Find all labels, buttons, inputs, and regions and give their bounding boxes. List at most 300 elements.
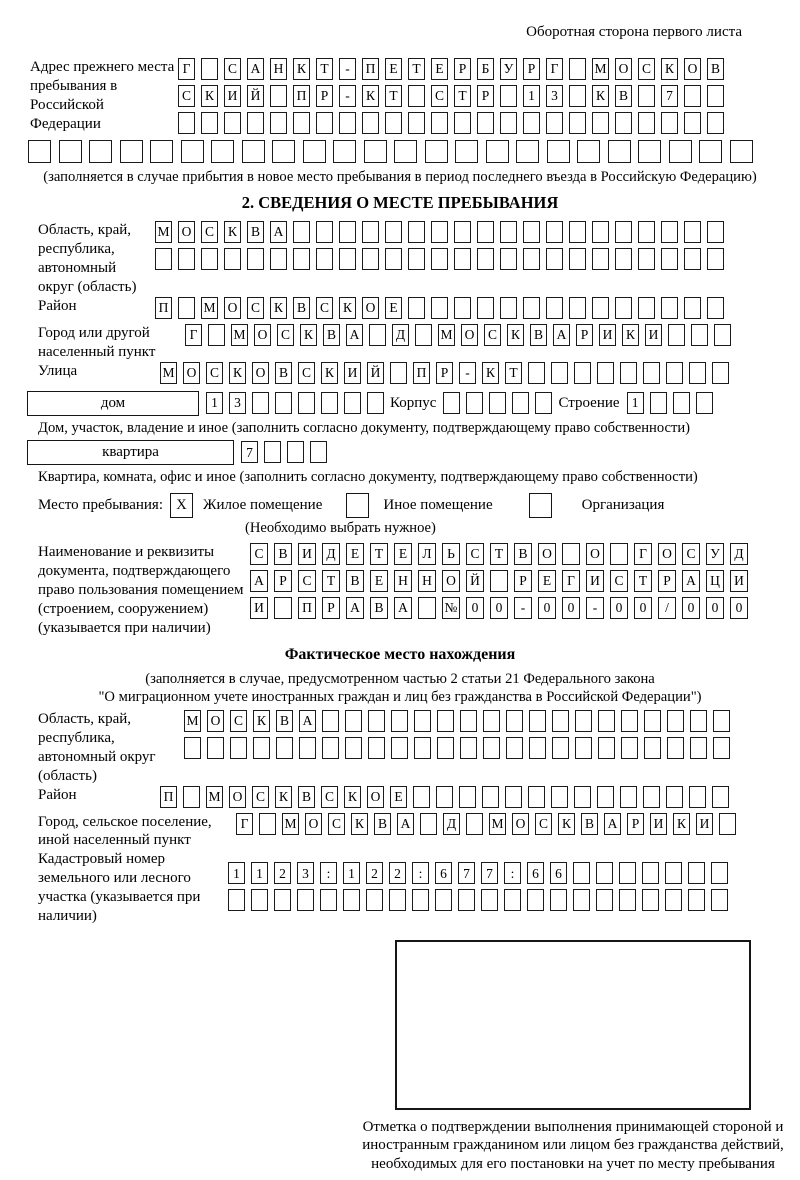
char-cell bbox=[669, 140, 692, 163]
char-cell bbox=[414, 710, 431, 732]
char-cell bbox=[368, 737, 385, 759]
char-cell: О bbox=[178, 221, 195, 243]
char-cell bbox=[550, 889, 567, 911]
char-cell: 6 bbox=[435, 862, 452, 884]
char-cell bbox=[569, 112, 586, 134]
char-cell bbox=[412, 889, 429, 911]
char-cell: О bbox=[229, 786, 246, 808]
char-cell: 7 bbox=[481, 862, 498, 884]
char-cell bbox=[699, 140, 722, 163]
char-cell: Р bbox=[627, 813, 644, 835]
char-cell bbox=[466, 392, 483, 414]
char-cell bbox=[707, 248, 724, 270]
char-cell: 0 bbox=[706, 597, 724, 619]
char-cell bbox=[316, 112, 333, 134]
char-cell: У bbox=[500, 58, 517, 80]
char-cell bbox=[598, 737, 615, 759]
charbox-row bbox=[178, 85, 724, 107]
char-cell bbox=[460, 737, 477, 759]
char-cell bbox=[529, 737, 546, 759]
char-cell bbox=[644, 710, 661, 732]
char-cell: С bbox=[466, 543, 484, 565]
district-label: Район bbox=[38, 297, 77, 314]
char-cell: С bbox=[535, 813, 552, 835]
char-cell: А bbox=[604, 813, 621, 835]
char-cell: И bbox=[250, 597, 268, 619]
char-cell: А bbox=[299, 710, 316, 732]
char-cell: С bbox=[277, 324, 294, 346]
char-cell: О bbox=[252, 362, 269, 384]
char-cell bbox=[575, 710, 592, 732]
char-cell: П bbox=[293, 85, 310, 107]
char-cell bbox=[489, 392, 506, 414]
char-cell bbox=[390, 362, 407, 384]
stamp-caption: Отметка о подтверждении выполнения принимающей стороной и иностранным гражданином или лицом без гражданства действий, необходимых для его постановки на учет по месту пребывания bbox=[362, 1118, 784, 1173]
char-cell bbox=[362, 221, 379, 243]
region-rows bbox=[155, 221, 724, 275]
char-cell bbox=[321, 392, 338, 414]
char-cell bbox=[435, 889, 452, 911]
char-cell: В bbox=[514, 543, 532, 565]
char-cell: Е bbox=[385, 297, 402, 319]
char-cell bbox=[322, 737, 339, 759]
char-cell bbox=[642, 889, 659, 911]
char-cell bbox=[201, 248, 218, 270]
char-cell bbox=[477, 221, 494, 243]
char-cell bbox=[551, 362, 568, 384]
char-cell bbox=[420, 813, 437, 835]
char-cell: В bbox=[370, 597, 388, 619]
char-cell bbox=[546, 248, 563, 270]
char-cell bbox=[608, 140, 631, 163]
char-cell bbox=[569, 248, 586, 270]
char-cell: Г bbox=[562, 570, 580, 592]
char-cell: К bbox=[201, 85, 218, 107]
char-cell bbox=[610, 543, 628, 565]
char-cell bbox=[707, 297, 724, 319]
char-cell: Д bbox=[322, 543, 340, 565]
actual-city-field bbox=[38, 813, 800, 851]
char-cell: Е bbox=[370, 570, 388, 592]
actual-district-field bbox=[38, 786, 800, 813]
char-cell: Р bbox=[454, 58, 471, 80]
checkbox-other-premise bbox=[346, 493, 369, 518]
char-cell bbox=[224, 112, 241, 134]
char-cell bbox=[696, 392, 713, 414]
char-cell: Р bbox=[322, 597, 340, 619]
char-cell bbox=[500, 297, 517, 319]
char-cell bbox=[643, 786, 660, 808]
char-cell bbox=[592, 221, 609, 243]
char-cell: К bbox=[339, 297, 356, 319]
char-cell: М bbox=[184, 710, 201, 732]
char-cell: 0 bbox=[466, 597, 484, 619]
char-cell: К bbox=[661, 58, 678, 80]
char-cell: В bbox=[276, 710, 293, 732]
char-cell: В bbox=[615, 85, 632, 107]
char-cell: И bbox=[586, 570, 604, 592]
char-cell bbox=[665, 862, 682, 884]
char-cell bbox=[684, 248, 701, 270]
char-cell bbox=[665, 889, 682, 911]
char-cell bbox=[615, 297, 632, 319]
char-cell: 1 bbox=[228, 862, 245, 884]
char-cell bbox=[684, 221, 701, 243]
char-cell bbox=[573, 889, 590, 911]
char-cell: А bbox=[270, 221, 287, 243]
char-cell: В bbox=[323, 324, 340, 346]
char-cell bbox=[310, 441, 327, 463]
char-cell: С bbox=[298, 362, 315, 384]
char-cell: О bbox=[684, 58, 701, 80]
char-cell: И bbox=[645, 324, 662, 346]
char-cell: Т bbox=[322, 570, 340, 592]
char-cell bbox=[552, 710, 569, 732]
actual-city-label: Город, сельское поселение, иной населенный пункт bbox=[38, 813, 212, 849]
char-cell bbox=[385, 112, 402, 134]
char-cell bbox=[500, 112, 517, 134]
char-cell: - bbox=[514, 597, 532, 619]
char-cell: 1 bbox=[206, 392, 223, 414]
char-cell: 7 bbox=[241, 441, 258, 463]
char-cell bbox=[620, 362, 637, 384]
char-cell bbox=[569, 85, 586, 107]
char-cell bbox=[596, 862, 613, 884]
char-cell bbox=[297, 889, 314, 911]
char-cell: - bbox=[459, 362, 476, 384]
char-cell bbox=[684, 85, 701, 107]
char-cell: М bbox=[489, 813, 506, 835]
char-cell: А bbox=[394, 597, 412, 619]
char-cell: Е bbox=[538, 570, 556, 592]
actual-location-note-2: "О миграционном учете иностранных граждан и лиц без гражданства в Российской Федерации") bbox=[98, 688, 702, 705]
char-cell: В bbox=[530, 324, 547, 346]
char-cell bbox=[546, 221, 563, 243]
char-cell: И bbox=[224, 85, 241, 107]
char-cell: С bbox=[431, 85, 448, 107]
char-cell bbox=[569, 297, 586, 319]
char-cell bbox=[228, 889, 245, 911]
char-cell bbox=[668, 324, 685, 346]
char-cell: С bbox=[247, 297, 264, 319]
char-cell bbox=[28, 140, 51, 163]
char-cell: О bbox=[362, 297, 379, 319]
char-cell: Р bbox=[658, 570, 676, 592]
char-cell: И bbox=[730, 570, 748, 592]
char-cell: В bbox=[275, 362, 292, 384]
char-cell: О bbox=[512, 813, 529, 835]
char-cell bbox=[459, 786, 476, 808]
char-cell: В bbox=[707, 58, 724, 80]
char-cell bbox=[547, 140, 570, 163]
actual-district-label: Район bbox=[38, 786, 77, 803]
char-cell bbox=[247, 248, 264, 270]
char-cell bbox=[287, 441, 304, 463]
char-cell: : bbox=[412, 862, 429, 884]
char-cell: С bbox=[610, 570, 628, 592]
char-cell: Й bbox=[367, 362, 384, 384]
char-cell bbox=[643, 362, 660, 384]
char-cell bbox=[483, 710, 500, 732]
stay-type-row bbox=[38, 493, 800, 518]
char-cell bbox=[575, 737, 592, 759]
char-cell: Ц bbox=[706, 570, 724, 592]
char-cell bbox=[684, 297, 701, 319]
prev-address-rows bbox=[178, 58, 724, 139]
char-cell bbox=[528, 786, 545, 808]
char-cell bbox=[596, 889, 613, 911]
char-cell: 0 bbox=[634, 597, 652, 619]
char-cell bbox=[650, 392, 667, 414]
char-cell bbox=[713, 737, 730, 759]
char-cell bbox=[638, 221, 655, 243]
char-cell bbox=[391, 710, 408, 732]
char-cell bbox=[316, 221, 333, 243]
option-other-premise-label: Иное помещение bbox=[383, 497, 493, 514]
char-cell bbox=[316, 248, 333, 270]
charbox-row bbox=[443, 392, 552, 414]
char-cell bbox=[345, 737, 362, 759]
stamp-box bbox=[395, 940, 751, 1110]
char-cell bbox=[333, 140, 356, 163]
char-cell: С bbox=[178, 85, 195, 107]
char-cell bbox=[178, 248, 195, 270]
char-cell bbox=[481, 889, 498, 911]
char-cell bbox=[89, 140, 112, 163]
char-cell: В bbox=[374, 813, 391, 835]
apartment-row bbox=[27, 440, 800, 465]
char-cell: С bbox=[250, 543, 268, 565]
charbox-row bbox=[160, 362, 729, 384]
char-cell bbox=[178, 297, 195, 319]
char-cell: 0 bbox=[562, 597, 580, 619]
char-cell bbox=[274, 597, 292, 619]
char-cell bbox=[707, 221, 724, 243]
char-cell bbox=[712, 786, 729, 808]
char-cell: П bbox=[298, 597, 316, 619]
char-cell: 1 bbox=[343, 862, 360, 884]
char-cell: О bbox=[615, 58, 632, 80]
char-cell bbox=[711, 889, 728, 911]
char-cell bbox=[642, 862, 659, 884]
char-cell bbox=[562, 543, 580, 565]
char-cell: С bbox=[316, 297, 333, 319]
char-cell bbox=[270, 112, 287, 134]
actual-location-title: Фактическое место нахождения bbox=[284, 645, 516, 663]
char-cell: К bbox=[229, 362, 246, 384]
char-cell: И bbox=[344, 362, 361, 384]
char-cell: Т bbox=[370, 543, 388, 565]
char-cell: Р bbox=[514, 570, 532, 592]
char-cell: - bbox=[339, 85, 356, 107]
charbox-row bbox=[155, 297, 724, 319]
char-cell bbox=[477, 112, 494, 134]
char-cell bbox=[615, 112, 632, 134]
document-field bbox=[38, 543, 800, 637]
char-cell bbox=[181, 140, 204, 163]
char-cell bbox=[523, 221, 540, 243]
char-cell bbox=[385, 221, 402, 243]
house-row bbox=[27, 391, 800, 416]
char-cell: 2 bbox=[389, 862, 406, 884]
char-cell bbox=[523, 297, 540, 319]
char-cell: 0 bbox=[610, 597, 628, 619]
char-cell: П bbox=[155, 297, 172, 319]
char-cell: К bbox=[362, 85, 379, 107]
char-cell bbox=[730, 140, 753, 163]
char-cell: Н bbox=[270, 58, 287, 80]
char-cell: А bbox=[346, 324, 363, 346]
char-cell bbox=[546, 112, 563, 134]
char-cell bbox=[712, 362, 729, 384]
char-cell: О bbox=[207, 710, 224, 732]
char-cell bbox=[505, 786, 522, 808]
char-cell bbox=[408, 85, 425, 107]
char-cell: Т bbox=[385, 85, 402, 107]
char-cell bbox=[299, 737, 316, 759]
korpus-label: Корпус bbox=[390, 394, 437, 411]
char-cell bbox=[551, 786, 568, 808]
actual-location-note-1: (заполняется в случае, предусмотренном частью 2 статьи 21 Федерального закона bbox=[145, 670, 655, 687]
page-side-note: Оборотная сторона первого листа bbox=[526, 24, 742, 40]
char-cell: О bbox=[442, 570, 460, 592]
char-cell: В bbox=[298, 786, 315, 808]
char-cell bbox=[247, 112, 264, 134]
char-cell bbox=[454, 297, 471, 319]
char-cell bbox=[661, 248, 678, 270]
char-cell: 3 bbox=[229, 392, 246, 414]
char-cell bbox=[437, 737, 454, 759]
char-cell bbox=[242, 140, 265, 163]
char-cell bbox=[661, 221, 678, 243]
char-cell bbox=[339, 248, 356, 270]
char-cell bbox=[689, 362, 706, 384]
char-cell bbox=[711, 862, 728, 884]
char-cell bbox=[482, 786, 499, 808]
char-cell: 3 bbox=[546, 85, 563, 107]
char-cell bbox=[276, 737, 293, 759]
char-cell bbox=[408, 221, 425, 243]
char-cell bbox=[597, 786, 614, 808]
char-cell: 0 bbox=[538, 597, 556, 619]
char-cell: К bbox=[507, 324, 524, 346]
char-cell bbox=[529, 710, 546, 732]
char-cell: 1 bbox=[523, 85, 540, 107]
char-cell bbox=[366, 889, 383, 911]
char-cell: В bbox=[581, 813, 598, 835]
char-cell bbox=[569, 58, 586, 80]
char-cell bbox=[293, 221, 310, 243]
char-cell: К bbox=[270, 297, 287, 319]
char-cell bbox=[120, 140, 143, 163]
char-cell: К bbox=[253, 710, 270, 732]
char-cell: К bbox=[622, 324, 639, 346]
char-cell bbox=[535, 392, 552, 414]
char-cell: К bbox=[558, 813, 575, 835]
char-cell: Л bbox=[418, 543, 436, 565]
char-cell bbox=[59, 140, 82, 163]
char-cell bbox=[689, 786, 706, 808]
char-cell: Р bbox=[436, 362, 453, 384]
city-label: Город или другой населенный пункт bbox=[38, 324, 156, 360]
char-cell bbox=[523, 248, 540, 270]
char-cell: И bbox=[298, 543, 316, 565]
char-cell bbox=[259, 813, 276, 835]
char-cell: С bbox=[321, 786, 338, 808]
actual-region-rows bbox=[184, 710, 730, 764]
char-cell: М bbox=[231, 324, 248, 346]
char-cell bbox=[620, 786, 637, 808]
char-cell bbox=[183, 786, 200, 808]
char-cell bbox=[523, 112, 540, 134]
char-cell bbox=[506, 710, 523, 732]
city-field bbox=[38, 324, 800, 362]
char-cell bbox=[490, 570, 508, 592]
char-cell: О bbox=[305, 813, 322, 835]
char-cell: М bbox=[155, 221, 172, 243]
char-cell bbox=[466, 813, 483, 835]
char-cell: Т bbox=[316, 58, 333, 80]
char-cell bbox=[483, 737, 500, 759]
char-cell bbox=[369, 324, 386, 346]
stay-type-note: (Необходимо выбрать нужное) bbox=[245, 520, 436, 537]
char-cell: А bbox=[346, 597, 364, 619]
char-cell bbox=[252, 392, 269, 414]
charbox-row bbox=[250, 570, 748, 592]
char-cell: О bbox=[658, 543, 676, 565]
char-cell bbox=[546, 297, 563, 319]
char-cell: Й bbox=[466, 570, 484, 592]
char-cell: / bbox=[658, 597, 676, 619]
char-cell: И bbox=[696, 813, 713, 835]
char-cell: О bbox=[461, 324, 478, 346]
actual-region-label: Область, край, республика, автономный округ (область) bbox=[38, 710, 156, 784]
char-cell bbox=[408, 297, 425, 319]
char-cell bbox=[345, 710, 362, 732]
char-cell bbox=[275, 392, 292, 414]
char-cell bbox=[270, 85, 287, 107]
char-cell bbox=[527, 889, 544, 911]
char-cell: 3 bbox=[297, 862, 314, 884]
char-cell bbox=[270, 248, 287, 270]
char-cell: О bbox=[183, 362, 200, 384]
char-cell bbox=[414, 737, 431, 759]
char-cell: Н bbox=[418, 570, 436, 592]
char-cell bbox=[253, 737, 270, 759]
char-cell bbox=[431, 297, 448, 319]
char-cell: Р bbox=[523, 58, 540, 80]
char-cell bbox=[667, 710, 684, 732]
checkbox-organization bbox=[529, 493, 552, 518]
char-cell bbox=[707, 85, 724, 107]
char-cell bbox=[364, 140, 387, 163]
char-cell: 7 bbox=[661, 85, 678, 107]
char-cell: 7 bbox=[458, 862, 475, 884]
char-cell bbox=[552, 737, 569, 759]
stroenie-label: Строение bbox=[558, 394, 620, 411]
char-cell bbox=[661, 112, 678, 134]
char-cell: Ь bbox=[442, 543, 460, 565]
char-cell: Е bbox=[385, 58, 402, 80]
charbox-row bbox=[241, 441, 327, 463]
charbox-row bbox=[155, 248, 724, 270]
char-cell bbox=[431, 221, 448, 243]
prev-address-label: Адрес прежнего места пребывания в Российской Федерации bbox=[30, 59, 175, 132]
street-field bbox=[38, 362, 800, 389]
char-cell: 0 bbox=[730, 597, 748, 619]
house-note: Дом, участок, владение и иное (заполнить согласно документу, подтверждающему право собственности) bbox=[38, 419, 691, 436]
char-cell: В bbox=[274, 543, 292, 565]
